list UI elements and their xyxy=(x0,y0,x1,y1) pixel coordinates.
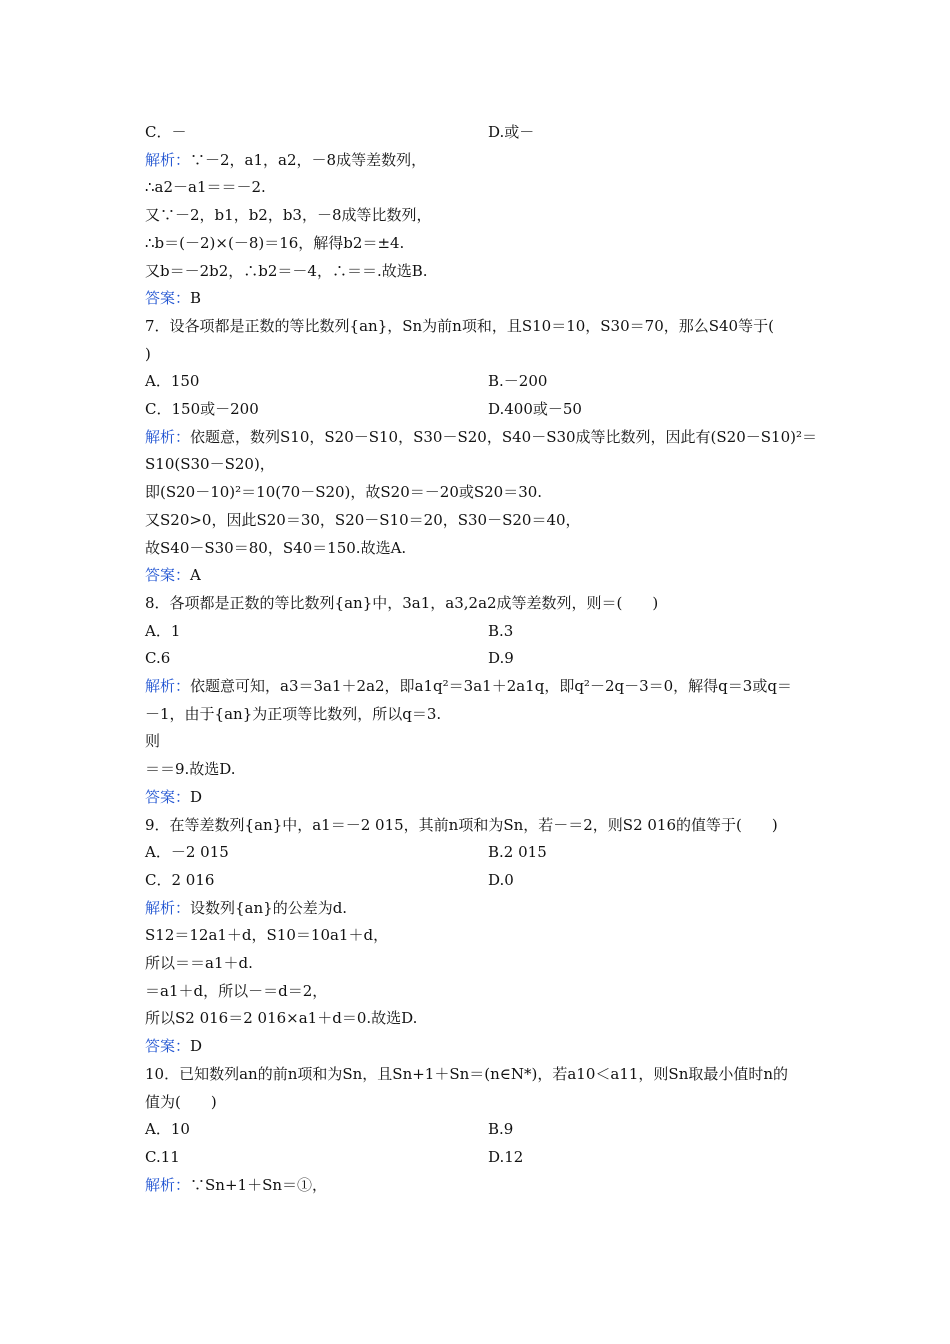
answer-line xyxy=(145,1036,202,1056)
option-row xyxy=(145,371,548,391)
analysis-text: ∵Sn+1＋Sn＝①， xyxy=(190,1175,328,1194)
text-line: 故S40－S30＝80，S40＝150.故选A. xyxy=(145,538,407,557)
option-right: D.9 xyxy=(488,649,514,668)
answer-line xyxy=(145,787,202,807)
text-line: 又S20>0，因此S20＝30，S20－S10＝20，S30－S20＝40， xyxy=(145,510,581,529)
analysis-line xyxy=(145,676,792,696)
answer-label: 答案： xyxy=(145,787,191,806)
option-left: A．－2 015 xyxy=(145,843,229,862)
text-line: 9．在等差数列{an}中，a1＝－2 015，其前n项和为Sn，若－＝2，则S2 016的值等于( ) xyxy=(145,815,778,834)
text-line: 10．已知数列an的前n项和为Sn，且Sn+1＋Sn＝(n∈N*)，若a10＜a11，则Sn取最小值时n的 xyxy=(145,1064,789,1083)
analysis-label: 解析： xyxy=(145,677,191,695)
option-right: D.或－ xyxy=(488,123,535,141)
option-row xyxy=(145,399,582,419)
text-line: 即(S20－10)²＝10(70－S20)，故S20＝－20或S20＝30. xyxy=(145,483,543,502)
option-row xyxy=(145,648,514,668)
text-line: 则 xyxy=(145,732,161,751)
answer-label: 答案： xyxy=(145,289,191,308)
analysis-label: 解析： xyxy=(145,150,191,169)
option-right: D.0 xyxy=(488,870,514,889)
text-line: －1，由于{an}为正项等比数列，所以q＝3. xyxy=(145,704,442,723)
text-line: 又∵－2，b1，b2，b3，－8成等比数列， xyxy=(145,206,432,225)
option-right: B.2 015 xyxy=(488,843,547,862)
option-right: D.400或－50 xyxy=(488,400,582,418)
answer-value: D xyxy=(190,1037,203,1056)
analysis-text: 依题意可知，a3＝3a1＋2a2，即a1q²＝3a1＋2a1q，即q²－2q－3＝0，解得q＝3或q＝ xyxy=(190,677,792,695)
answer-line xyxy=(145,565,201,585)
answer-label: 答案： xyxy=(145,1037,191,1056)
option-row xyxy=(145,621,514,641)
option-left: A．10 xyxy=(145,1120,190,1139)
option-row xyxy=(145,122,535,142)
option-right: B.－200 xyxy=(488,372,548,391)
text-line: 值为( ) xyxy=(145,1092,217,1111)
option-left: C．－ xyxy=(145,123,187,141)
option-left: C．150或－200 xyxy=(145,400,259,418)
text-line: ∴a2－a1＝＝－2. xyxy=(145,178,266,197)
answer-value: A xyxy=(190,566,201,585)
text-line: 8．各项都是正数的等比数列{an}中，3a1，a3,2a2成等差数列，则＝( ) xyxy=(145,593,659,612)
analysis-line xyxy=(145,1175,327,1195)
analysis-line xyxy=(145,898,347,918)
analysis-label: 解析： xyxy=(145,427,191,446)
answer-label: 答案： xyxy=(145,566,191,585)
text-line: ＝＝9.故选D. xyxy=(145,760,236,779)
option-left: A．1 xyxy=(145,621,181,640)
answer-value: D xyxy=(190,787,203,806)
option-row xyxy=(145,870,514,890)
text-line: S10(S30－S20)， xyxy=(145,455,275,474)
text-line: 又b＝－2b2，∴b2＝－4，∴＝＝.故选B. xyxy=(145,261,428,280)
option-left: C.11 xyxy=(145,1147,180,1166)
text-line: ＝a1＋d，所以－＝d＝2， xyxy=(145,981,328,1000)
text-line: ∴b＝(－2)×(－8)＝16，解得b2＝±4. xyxy=(145,233,405,252)
answer-line xyxy=(145,288,201,308)
option-left: A．150 xyxy=(145,372,200,391)
option-right: D.12 xyxy=(488,1147,524,1166)
analysis-text: 依题意，数列S10，S20－S10，S30－S20，S40－S30成等比数列，因此有(S20－S10)²＝ xyxy=(190,427,818,446)
option-left: C.6 xyxy=(145,649,171,668)
analysis-text: ∵－2，a1，a2，－8成等差数列， xyxy=(190,150,427,169)
option-right: B.9 xyxy=(488,1120,514,1139)
analysis-text: 设数列{an}的公差为d. xyxy=(190,898,348,917)
analysis-line xyxy=(145,427,817,447)
analysis-label: 解析： xyxy=(145,1175,191,1194)
text-line: 所以＝＝a1＋d. xyxy=(145,954,253,972)
text-line: 所以S2 016＝2 016×a1＋d＝0.故选D. xyxy=(145,1009,418,1028)
text-line: ) xyxy=(145,344,151,363)
analysis-label: 解析： xyxy=(145,898,191,917)
option-row xyxy=(145,842,547,862)
option-row xyxy=(145,1119,514,1139)
answer-value: B xyxy=(190,289,202,308)
option-left: C．2 016 xyxy=(145,870,215,889)
option-row xyxy=(145,1147,524,1167)
text-line: 7．设各项都是正数的等比数列{an}，Sn为前n项和，且S10＝10，S30＝70，那么S40等于( xyxy=(145,316,774,335)
option-right: B.3 xyxy=(488,621,514,640)
text-line: S12＝12a1＋d，S10＝10a1＋d， xyxy=(145,926,389,945)
analysis-line xyxy=(145,150,426,170)
